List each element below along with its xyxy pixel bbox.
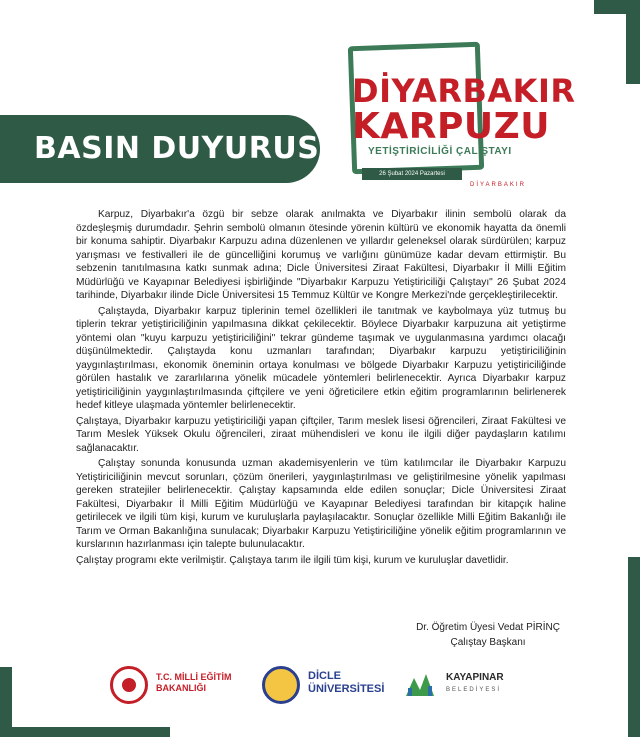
- corner-decoration-bottom-right: [628, 557, 640, 737]
- kayapinar-logo-icon: [400, 664, 440, 704]
- corner-decoration-left-strip: [0, 667, 12, 727]
- paragraph-3: Çalıştaya, Diyarbakır karpuzu yetiştiriciliği yapan çiftçiler, Tarım meslek lisesi öğrencileri, Ziraat Fakültesi ve Tarım Meslek Yüksek Okulu öğrencileri, ziraat mühendisleri ve konu ile ilgili diğer paydaşların katılımı sağlanacaktır.: [76, 415, 566, 454]
- signatory-name: Dr. Öğretim Üyesi Vedat PİRİNÇ: [416, 622, 560, 633]
- paragraph-2: Çalıştayda, Diyarbakır karpuz tiplerinin temel özellikleri ile tanıtmak ve kaybolmaya yüz tutmuş bu tiplerin tekrar yetiştiriciliğinin yapılmasına dikkat çekilecektir. Böylece Diyarbakır karpuzuna ait yetiştirme yöntemi olan "kuyu karpuzu yetiştiriciliğini" tekrar gündeme taşımak ve uygulanmasına yardımcı olacağı düşünülmektedir. Çalıştayda konu uzmanları tarafından; Diyarbakır karpuzu yetiştiriciliğinin yaygınlaştırılması, ekonomik öneminin ortaya konulması ve bölgede Diyarbakır Karpuzu yetiştiriciliğinde görülen hastalık ve zararlılarına yönelik mücadele yöntemleri belirlenecektir. Ayrıca Diyarbakır karpuz yetiştiriciliğinin yaygınlaştırılmasında çiftçilere ve yeni öğreticilere etkin eğitim programlarının belirlenerek hedef kitleye ulaşmada yöntemler belirlenecektir.: [76, 305, 566, 411]
- press-release-body: [76, 208, 566, 569]
- partner-logos: [110, 656, 550, 726]
- corner-decoration-top-right: [594, 0, 640, 14]
- dicle-university-seal-icon: [262, 666, 300, 704]
- paragraph-4: Çalıştay sonunda konusunda uzman akademisyenlerin ve tüm katılımcılar ile Diyarbakır Karpuzu Yetiştiriciliğinin mevcut sorunları, çözüm önerileri, yaygınlaştırılması ve geliştirilmesine yönelik yapılması gereken stratejiler belirlenecektir. Çalıştay kapsamında elde edilen sonuçlar; Dicle Üniversitesi Ziraat Fakültesi, Diyarbakır İl Milli Eğitim Müdürlüğü ve Kayapınar Belediyesi tarafından bir kitapçık haline getirilecek ve ilgili tüm kişi, kurum ve kuruluşlarla paylaşılacaktır. Sonuçlar özellikle Milli Eğitim Bakanlığı ile Tarım ve Orman Bakanlığına sunulacak; Diyarbakır Karpuzu Yetiştiriciliğine yönelik eğitim programlarının ve kurslarının hazırlanması için talepte bulunulacaktır.: [76, 458, 566, 550]
- event-logo-city: DİYARBAKIR: [470, 182, 526, 188]
- event-logo-line3: YETİŞTİRİCİLİĞİ ÇALIŞTAYI: [368, 146, 512, 157]
- signature-block: [416, 620, 560, 650]
- signatory-role: Çalıştay Başkanı: [450, 637, 526, 648]
- event-logo-date: 26 Şubat 2024 Pazartesi: [362, 168, 462, 180]
- event-logo-line2: KARPUZU: [352, 106, 550, 147]
- meb-logo-text: T.C. MİLLİ EĞİTİM BAKANLIĞI: [156, 672, 232, 693]
- dicle-logo-text: DİCLE ÜNİVERSİTESİ: [308, 670, 385, 695]
- event-logo-line1: DİYARBAKIR: [352, 72, 576, 110]
- meb-seal-icon: [110, 666, 148, 704]
- paragraph-1: Karpuz, Diyarbakır'a özgü bir sebze olarak anılmakta ve Diyarbakır ilinin sembolü olarak da özdeşleşmiş durumdadır. Şehrin sembolü olmanın ötesinde yörenin kültürü ve ekonomik hayatta da önemli bir konuma sahiptir. Diyarbakır Karpuzu adına düzenlenen ve yıllardır geleneksel olarak sürdürülen; karpuz yarışması ve festivalleri ile de güncelliğini korumuş ve varlığını günümüze kadar devam ettirmiştir. Bu sebzenin tanıtılmasına katkı sunmak adına; Dicle Üniversitesi Ziraat Fakültesi, Diyarbakır İl Milli Eğitim Müdürlüğü ve Kayapınar Belediyesi işbirliğinde "Diyarbakır Karpuzu Yetiştiriciliği Çalıştayı" 26 Şubat 2024 tarihinde, Diyarbakır ilinde Dicle Üniversitesi 15 Temmuz Kültür ve Kongre Merkezi'nde gerçekleştirilecektir.: [76, 209, 566, 301]
- corner-decoration-bottom-left: [0, 727, 170, 737]
- paragraph-5: Çalıştay programı ekte verilmiştir. Çalıştaya tarım ile ilgili tüm kişi, kurum ve kuruluşlar davetlidir.: [76, 554, 509, 566]
- banner-title: BASIN DUYURUSU: [34, 131, 345, 166]
- corner-decoration-right-strip: [626, 14, 640, 84]
- kayapinar-logo-text: KAYAPINAR BELEDİYESİ: [446, 672, 504, 693]
